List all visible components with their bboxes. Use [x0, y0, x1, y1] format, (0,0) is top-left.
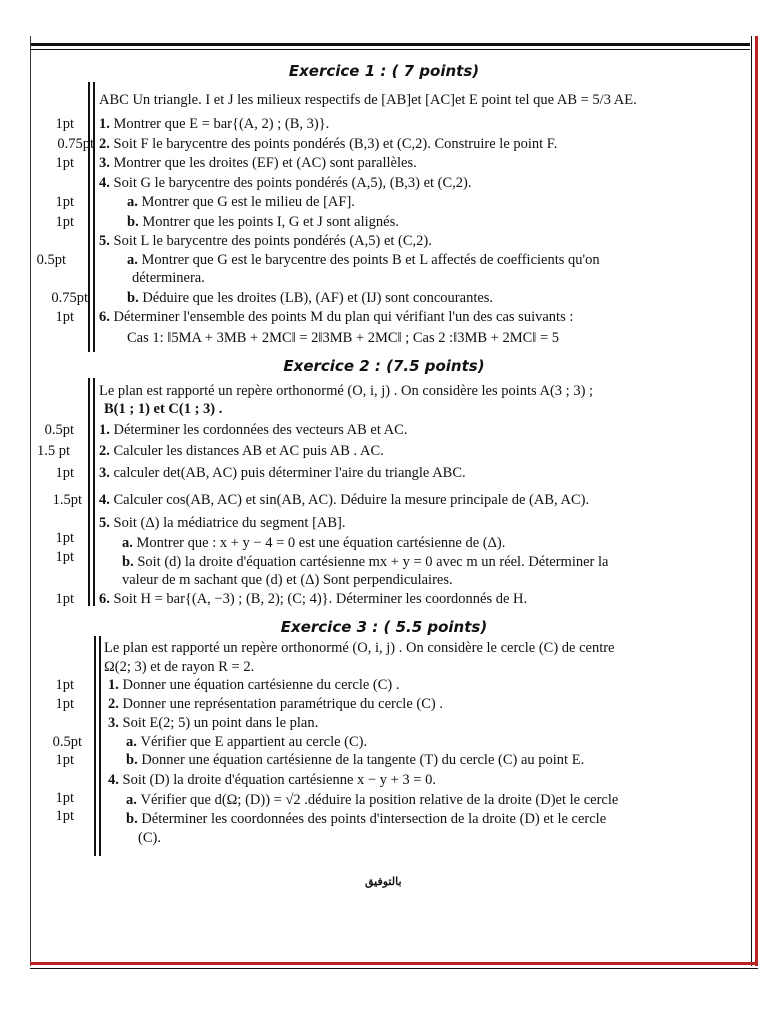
exercise-1-q5b: b. Déduire que les droites (LB), (AF) et (IJ) sont concourantes. [127, 290, 494, 306]
exercise-1-title: Exercice 1 : ( 7 points) [288, 62, 480, 80]
exercise-1-q5: 5. Soit L le barycentre des points pondérés (A,5) et (C,2). [99, 233, 432, 249]
frame-bottom-rule [30, 962, 758, 965]
exercise-3-q3b: b. Donner une équation cartésienne de la tangente (T) du cercle (C) au point E. [126, 752, 585, 768]
exercise-2-q5a-points: 1pt [55, 530, 74, 546]
exercise-1-intro: ABC Un triangle. I et J les milieux respectifs de [AB]et [AC]et E point tel que AB = 5/3 AE. [99, 92, 637, 108]
exercise-3-bar-2 [99, 636, 101, 856]
exercise-3-q3: 3. Soit E(2; 5) un point dans le plan. [108, 715, 319, 731]
exercise-3-q4: 4. Soit (D) la droite d'équation cartésienne x − y + 3 = 0. [108, 772, 436, 788]
exercise-1-q3-points: 1pt [55, 155, 74, 171]
exercise-3-q1: 1. Donner une équation cartésienne du cercle (C) . [108, 677, 400, 693]
exercise-3-intro-cont: Ω(2; 3) et de rayon R = 2. [104, 659, 255, 675]
exercise-1-q4b-points: 1pt [55, 214, 74, 230]
exercise-3-q4a: a. Vérifier que d(Ω; (D)) = √2 .déduire la position relative de la droite (D)et le cercle [126, 792, 619, 808]
exercise-2-q3-points: 1pt [55, 465, 74, 481]
exercise-1-q4a-points: 1pt [55, 194, 74, 210]
exercise-2-intro: Le plan est rapporté un repère orthonormé (O, i, j) . On considère les points A(3 ; 3) ; [99, 383, 594, 399]
exercise-2-q1-points: 0.5pt [44, 422, 74, 438]
exercise-1-q5a-points: 0.5pt [36, 252, 66, 268]
exercise-2-q5b: b. Soit (d) la droite d'équation cartésienne mx + y = 0 avec m un réel. Déterminer la [122, 554, 609, 570]
frame-top-rule-thin [30, 49, 750, 50]
exercise-3-q1-points: 1pt [55, 677, 74, 693]
exercise-1-q4b: b. Montrer que les points I, G et J sont alignés. [127, 214, 399, 230]
exercise-3-bar [94, 636, 96, 856]
exercise-1-q5b-points: 0.75pt [51, 290, 88, 306]
exercise-2-q6: 6. Soit H = bar{(A, −3) ; (B, 2); (C; 4)}. Déterminer les coordonnés de H. [99, 591, 528, 607]
exercise-1-q4: 4. Soit G le barycentre des points pondérés (A,5), (B,3) et (C,2). [99, 175, 472, 191]
exercise-3-q4b: b. Déterminer les coordonnées des points d'intersection de la droite (D) et le cercle [126, 811, 607, 827]
exercise-1-q2: 2. Soit F le barycentre des points pondérés (B,3) et (C,2). Construire le point F. [99, 136, 558, 152]
frame-top-rule [30, 43, 750, 46]
exercise-2-q5a: a. Montrer que : x + y − 4 = 0 est une équation cartésienne de (Δ). [122, 535, 506, 551]
exercise-2-bar-2 [93, 378, 95, 606]
exercise-1-q4a: a. Montrer que G est le milieu de [AF]. [127, 194, 355, 210]
exercise-2-bar [88, 378, 90, 606]
exercise-1-q6: 6. Déterminer l'ensemble des points M du plan qui vérifiant l'un des cas suivants : [99, 309, 574, 325]
exercise-3-q2: 2. Donner une représentation paramétrique du cercle (C) . [108, 696, 443, 712]
exercise-2-q5b-cont: valeur de m sachant que (d) et (Δ) Sont perpendiculaires. [122, 572, 453, 588]
exercise-3-q4b-points: 1pt [55, 808, 74, 824]
exercise-3-q4a-points: 1pt [55, 790, 74, 806]
exercise-1-q6-points: 1pt [55, 309, 74, 325]
exercise-1-bar [88, 82, 90, 352]
exercise-1-q5a-cont: déterminera. [132, 270, 205, 286]
exercise-2-title: Exercice 2 : (7.5 points) [283, 357, 485, 375]
exercise-1-q2-points: 0.75pt [57, 136, 94, 152]
exercise-2-intro-cont: B(1 ; 1) et C(1 ; 3) . [104, 401, 223, 417]
exercise-1-q5a: a. Montrer que G est le barycentre des points B et L affectés de coefficients qu'on [127, 252, 600, 268]
exercise-2-q5: 5. Soit (Δ) la médiatrice du segment [AB]. [99, 515, 346, 531]
frame-right-rule-thin [751, 36, 752, 966]
exercise-2-q3: 3. calculer det(AB, AC) puis déterminer l'aire du triangle ABC. [99, 465, 466, 481]
exercise-2-q4-points: 1.5pt [52, 492, 82, 508]
exercise-2-q2-points: 1.5 pt [36, 443, 70, 459]
exercise-2-q2: 2. Calculer les distances AB et AC puis AB . AC. [99, 443, 384, 459]
frame-bottom-rule-thin [30, 968, 758, 969]
exercise-3-q3a: a. Vérifier que E appartient au cercle (C). [126, 734, 368, 750]
exercise-2-q5b-points: 1pt [55, 549, 74, 565]
exercise-3-q3b-points: 1pt [55, 752, 74, 768]
exercise-2-q1: 1. Déterminer les cordonnées des vecteurs AB et AC. [99, 422, 408, 438]
exercise-2-q4: 4. Calculer cos(AB, AC) et sin(AB, AC). Déduire la mesure principale de (AB, AC). [99, 492, 590, 508]
exercise-1-q3: 3. Montrer que les droites (EF) et (AC) sont parallèles. [99, 155, 417, 171]
exercise-1-q1: 1. Montrer que E = bar{(A, 2) ; (B, 3)}. [99, 116, 330, 132]
exercise-3-q3a-points: 0.5pt [52, 734, 82, 750]
exercise-1-bar-2 [93, 82, 95, 352]
signature: بالتوفيق [365, 876, 402, 888]
exercise-3-intro: Le plan est rapporté un repère orthonormé (O, i, j) . On considère le cercle (C) de centre [104, 640, 615, 656]
exercise-2-q6-points: 1pt [55, 591, 74, 607]
exercise-3-q2-points: 1pt [55, 696, 74, 712]
exercise-1-q1-points: 1pt [55, 116, 74, 132]
exercise-3-q4b-cont: (C). [138, 830, 161, 846]
frame-right-rule [755, 36, 758, 966]
exercise-1-q6-cases: Cas 1: ‖5MA + 3MB + 2MC‖ = 2‖3MB + 2MC‖ ; Cas 2 :‖3MB + 2MC‖ = 5 [127, 330, 560, 346]
exercise-3-title: Exercice 3 : ( 5.5 points) [280, 618, 488, 636]
